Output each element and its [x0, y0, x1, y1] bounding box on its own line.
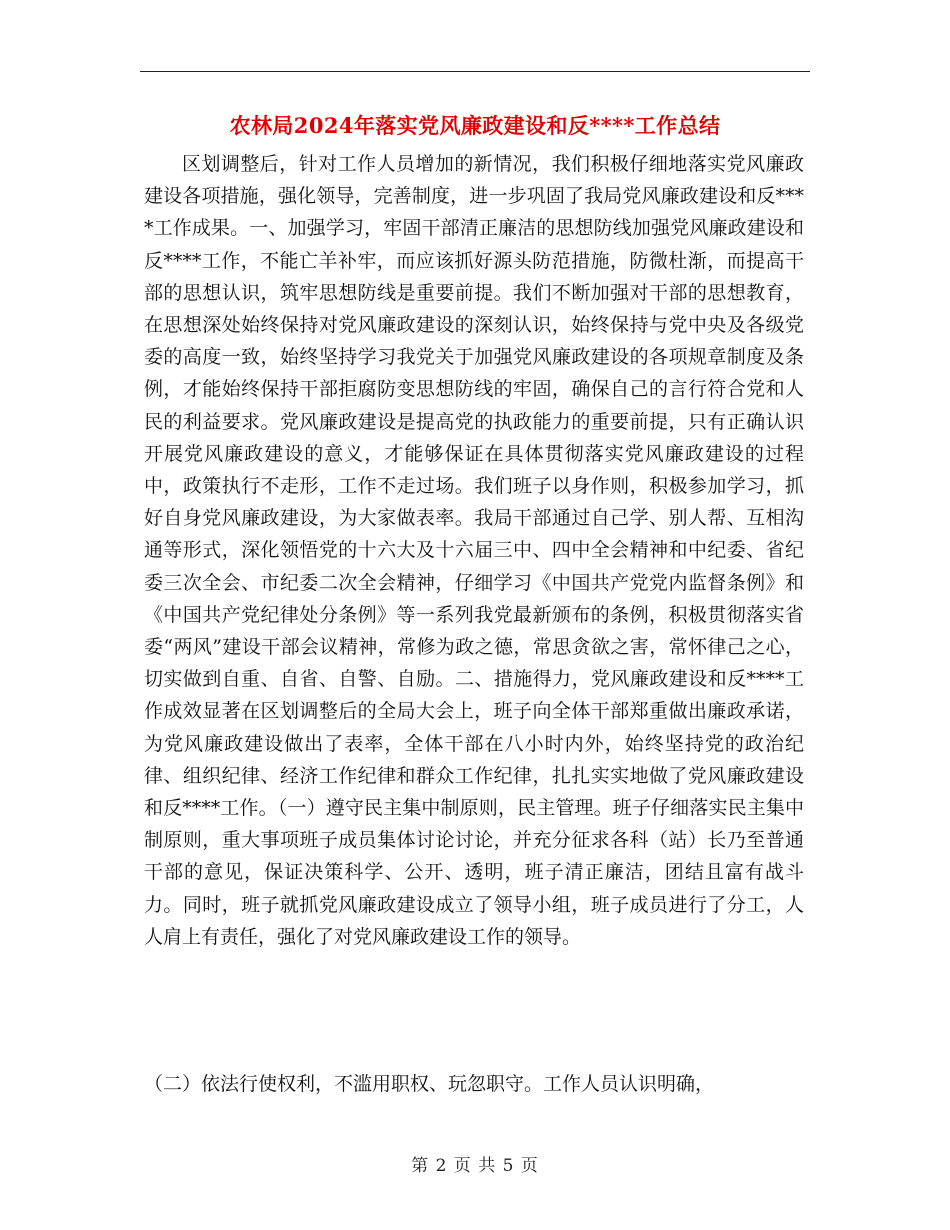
document-title: 农林局2024年落实党风廉政建设和反****工作总结: [229, 113, 721, 138]
page-footer: 第 2 页 共 5 页: [411, 1156, 539, 1176]
body-paragraph-continued: （二）依法行使权利，不滥用职权、玩忽职守。工作人员认识明确，: [144, 1073, 715, 1095]
header-rule: [140, 71, 810, 72]
body-paragraph: 区划调整后，针对工作人员增加的新情况，我们积极仔细地落实党风廉政建设各项措施，强化领导，完善制度，进一步巩固了我局党风廉政建设和反****工作成果。一、加强学习，牢固干部清正廉洁的思想防线加强党风廉政建设和反****工作，不能亡羊补牢，而应该抓好源头防范措施，防微杜渐，而提高干部的思想认识，筑牢思想防线是重要前提。我们不断加强对干部的思想教育，在思想深处始终保持对党风廉政建设的深刻认识，始终保持与党中央及各级党委的高度一致，始终坚持学习我党关于加强党风廉政建设的各项规章制度及条例，才能始终保持干部拒腐防变思想防线的牢固，确保自己的言行符合党和人民的利益要求。党风廉政建设是提高党的执政能力的重要前提，只有正确认识开展党风廉政建设的意义，才能够保证在具体贯彻落实党风廉政建设的过程中，政策执行不走形，工作不走过场。我们班子以身作则，积极参加学习，抓好自身党风廉政建设，为大家做表率。我局干部通过自己学、别人帮、互相沟通等形式，深化领悟党的十六大及十六届三中、四中全会精神和中纪委、省纪委三次全会、市纪委二次全会精神，仔细学习《中国共产党党内监督条例》和《中国共产党纪律处分条例》等一系列我党最新颁布的条例，积极贯彻落实省委“两风”建设干部会议精神，常修为政之德，常思贪欲之害，常怀律己之心，切实做到自重、自省、自警、自励。二、措施得力，党风廉政建设和反****工作成效显著在区划调整后的全局大会上，班子向全体干部郑重做出廉政承诺，为党风廉政建设做出了表率，全体干部在八小时内外，始终坚持党的政治纪律、组织纪律、经济工作纪律和群众工作纪律，扎扎实实地做了党风廉政建设和反****工作。（一）遵守民主集中制原则，民主管理。班子仔细落实民主集中制原则，重大事项班子成员集体讨论讨论，并充分征求各科（站）长乃至普通干部的意见，保证决策科学、公开、透明，班子清正廉洁，团结且富有战斗力。同时，班子就抓党风廉政建设成立了领导小组，班子成员进行了分工，人人肩上有责任，强化了对党风廉政建设工作的领导。: [144, 153, 804, 948]
